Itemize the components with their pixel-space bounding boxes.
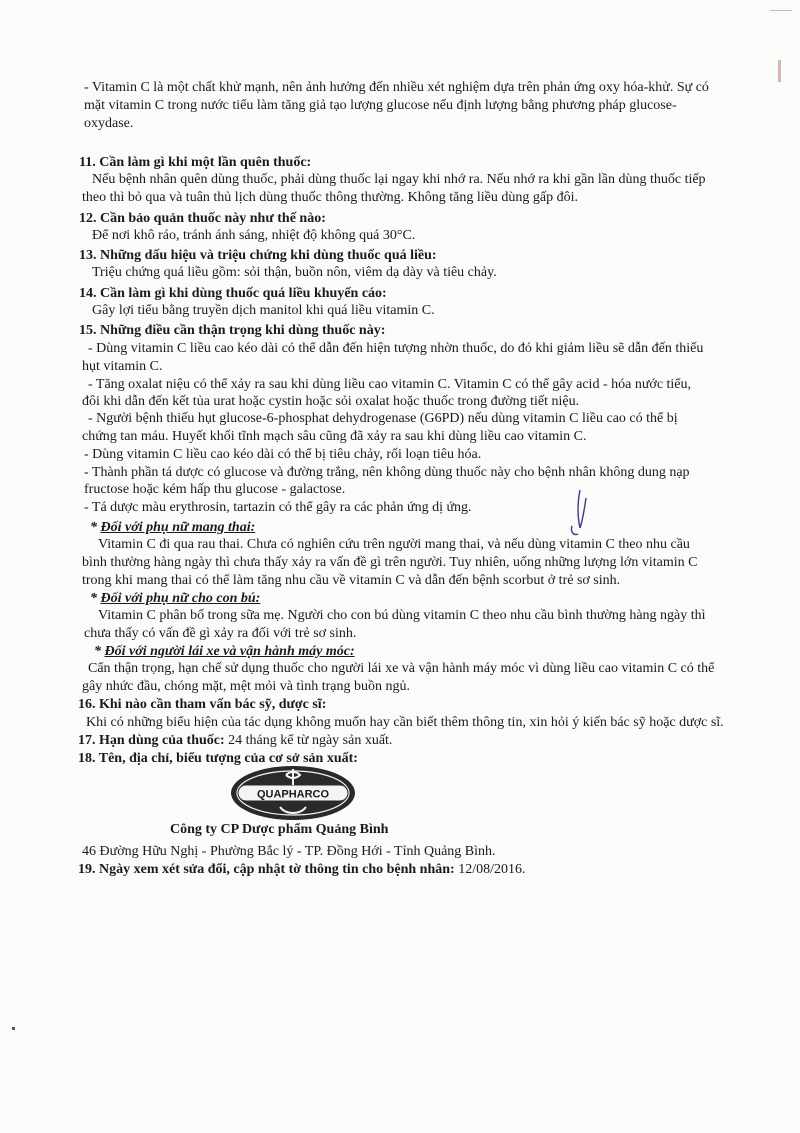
pregnancy-heading-text: Đối với phụ nữ mang thai:	[100, 520, 256, 535]
section-15-item-4-line-1: - Dùng vitamin C liều cao kéo dài có thể bị tiêu chảy, rối loạn tiêu hóa.	[84, 447, 482, 462]
section-15-item-3-line-1: - Người bệnh thiếu hụt glucose-6-phosphat dehydrogenase (G6PD) nếu dùng vitamin C liều cao có thể bị	[88, 411, 678, 426]
section-15-item-5-line-2: fructose hoặc kém hấp thu glucose - galactose.	[84, 482, 346, 497]
lactation-line-2: chưa thấy có vấn đề gì xảy ra đối với trẻ sơ sinh.	[84, 626, 357, 641]
lactation-line-1: Vitamin C phân bố trong sữa mẹ. Người cho con bú dùng vitamin C theo nhu cầu bình thường hàng ngày thì	[98, 608, 706, 623]
section-11-line-2: theo thì bỏ qua và tuân thủ lịch dùng thuốc thông thường. Không tăng liều dùng gấp đôi.	[82, 190, 578, 205]
pregnancy-line-1: Vitamin C đi qua rau thai. Chưa có nghiên cứu trên người mang thai, và nếu dùng vitamin C theo nhu cầu	[98, 537, 690, 552]
section-13-heading: 13. Những dấu hiệu và triệu chứng khi dùng thuốc quá liều:	[79, 248, 437, 263]
section-15-item-1-line-2: hụt vitamin C.	[82, 359, 163, 374]
driving-line-2: gây nhức đầu, chóng mặt, mệt mỏi và tình trạng buồn ngủ.	[82, 679, 410, 694]
section-14-heading: 14. Cần làm gì khi dùng thuốc quá liều khuyến cáo:	[79, 286, 387, 301]
section-17	[78, 732, 392, 750]
section-12-line-1: Để nơi khô ráo, tránh ánh sáng, nhiệt độ không quá 30°C.	[92, 228, 416, 243]
logo-text: QUAPHARCO	[256, 788, 330, 801]
section-19-value: 12/08/2016.	[458, 862, 526, 877]
section-15-item-3-line-2: chứng tan máu. Huyết khối tĩnh mạch sâu cũng đã xảy ra sau khi dùng liều cao vitamin C.	[82, 429, 587, 444]
lactation-heading: * Đối với phụ nữ cho con bú:	[90, 591, 261, 606]
section-17-value: 24 tháng kể từ ngày sản xuất.	[228, 733, 393, 748]
section-15-heading: 15. Những điều cần thận trọng khi dùng thuốc này:	[79, 323, 386, 338]
vitamin-c-paragraph-line-3: oxydase.	[84, 116, 134, 131]
section-15-item-6-line-1: - Tá dược màu erythrosin, tartazin có thể gây ra các phản ứng dị ứng.	[84, 500, 472, 515]
section-11-line-1: Nếu bệnh nhân quên dùng thuốc, phải dùng thuốc lại ngay khi nhớ ra. Nếu nhớ ra khi gần lần dùng thuốc tiếp	[92, 172, 706, 187]
pregnancy-line-3: trong khi mang thai có thể làm tăng nhu cầu về vitamin C và dẫn đến bệnh scorbut ở trẻ sơ sinh.	[82, 573, 621, 588]
section-15-item-5-line-1: - Thành phần tá dược có glucose và đường trắng, nên không dùng thuốc này cho bệnh nhân không dung nạp	[84, 465, 690, 480]
section-17-heading: 17. Hạn dùng của thuốc:	[78, 733, 225, 748]
quapharco-logo	[228, 763, 358, 823]
driving-line-1: Cẩn thận trọng, hạn chế sử dụng thuốc cho người lái xe và vận hành máy móc vì dùng liều cao vitamin C có thể	[88, 661, 715, 676]
section-15-item-1-line-1: - Dùng vitamin C liều cao kéo dài có thể dẫn đến hiện tượng nhờn thuốc, do đó khi giảm liều sẽ dẫn đến thiếu	[88, 341, 704, 356]
quapharco-logo-graphic	[228, 763, 358, 823]
scan-dot-left	[12, 1027, 15, 1030]
company-name: Công ty CP Dược phẩm Quảng Bình	[170, 822, 389, 837]
pregnancy-heading: * Đối với phụ nữ mang thai:	[90, 520, 256, 535]
section-16-heading: 16. Khi nào cần tham vấn bác sỹ, dược sĩ:	[78, 697, 327, 712]
handwritten-check-mark	[566, 488, 596, 538]
section-12-heading: 12. Cần bảo quản thuốc này như thế nào:	[79, 211, 326, 226]
section-16-line-1: Khi có những biểu hiện của tác dụng không muốn hay cần biết thêm thông tin, xin hỏi ý kiến bác sỹ hoặc dược sĩ.	[86, 715, 724, 730]
pregnancy-line-2: bình thường hàng ngày thì chưa thấy xảy ra vấn đề gì trên người. Tuy nhiên, uống những lượng lớn vitamin C	[82, 555, 698, 570]
vitamin-c-paragraph-line-2: mặt vitamin C trong nước tiểu làm tăng giả tạo lượng glucose nếu định lượng bằng phương pháp glucose-	[84, 98, 677, 113]
vitamin-c-paragraph-line-1: - Vitamin C là một chất khử mạnh, nên ảnh hưởng đến nhiều xét nghiệm dựa trên phản ứng oxy hóa-khử. Sự có	[84, 80, 709, 95]
lactation-heading-text: Đối với phụ nữ cho con bú:	[100, 591, 261, 606]
section-19	[78, 861, 525, 879]
section-13-line-1: Triệu chứng quá liều gồm: sỏi thận, buồn nôn, viêm dạ dày và tiêu chảy.	[92, 265, 497, 280]
section-18-heading: 18. Tên, địa chỉ, biểu tượng của cơ sở sản xuất:	[78, 751, 358, 766]
section-15-item-2-line-2: đôi khi dẫn đến kết tủa urat hoặc cystin hoặc sỏi oxalat hoặc thuốc trong đường tiết niệu.	[82, 394, 580, 409]
scan-mark-top-right	[770, 10, 792, 11]
section-15-item-2-line-1: - Tăng oxalat niệu có thể xảy ra sau khi dùng liều cao vitamin C. Vitamin C có thể gây acid - hóa nước tiểu,	[88, 377, 692, 392]
driving-heading-text: Đối với người lái xe và vận hành máy móc:	[104, 644, 355, 659]
section-14-line-1: Gây lợi tiểu bằng truyền dịch manitol khi quá liều vitamin C.	[92, 303, 435, 318]
driving-heading: * Đối với người lái xe và vận hành máy móc:	[94, 644, 355, 659]
section-11-heading: 11. Cần làm gì khi một lần quên thuốc:	[79, 155, 312, 170]
section-19-heading: 19. Ngày xem xét sửa đổi, cập nhật tờ thông tin cho bệnh nhân:	[78, 862, 455, 877]
scan-mark-right	[778, 60, 781, 82]
company-address: 46 Đường Hữu Nghị - Phường Bắc lý - TP. Đồng Hới - Tỉnh Quảng Bình.	[82, 844, 496, 859]
